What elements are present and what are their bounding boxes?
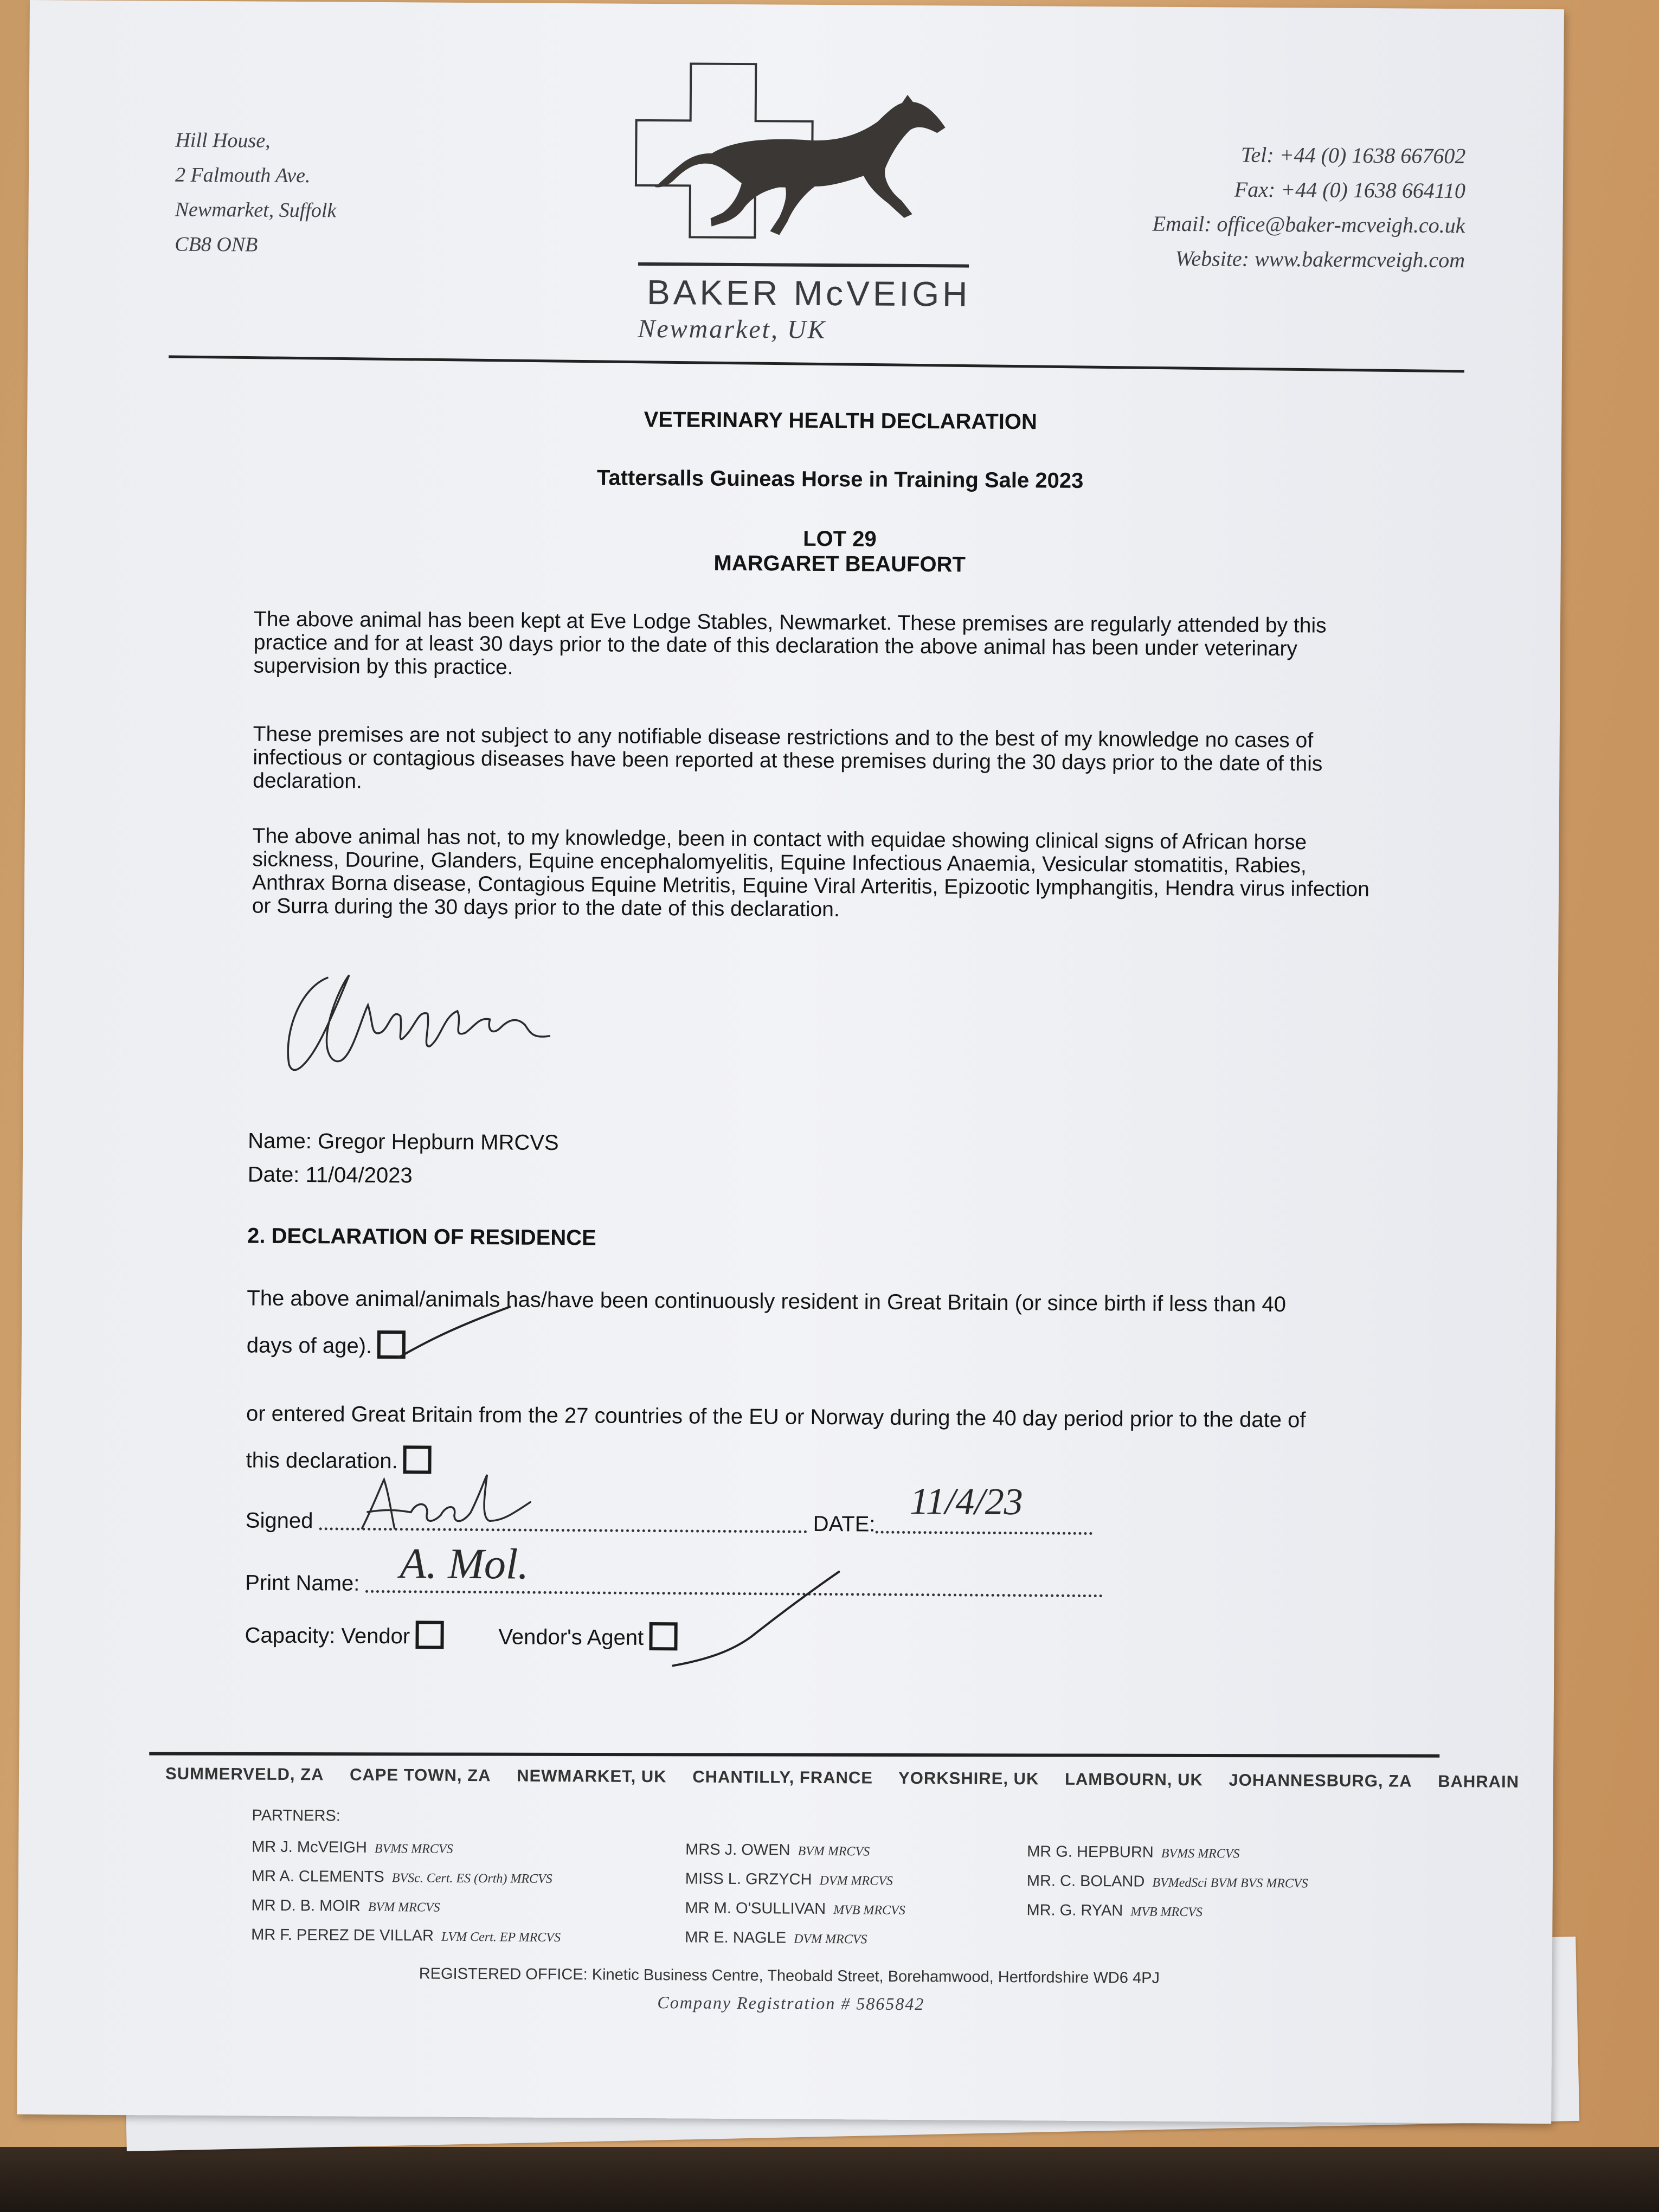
office-locations	[165, 1764, 1540, 1792]
partner-qualification: MVB MRCVS	[833, 1903, 905, 1918]
partner-qualification: BVSc. Cert. ES (Orth) MRCVS	[391, 1871, 552, 1886]
date-handwritten: 11/4/23	[909, 1480, 1024, 1523]
address-block	[175, 123, 337, 263]
vet-name: Name: Gregor Hepburn MRCVS	[248, 1129, 559, 1155]
sale-name: Tattersalls Guineas Horse in Training Sale 2023	[596, 466, 1084, 493]
partner-entry	[251, 1921, 561, 1952]
brand-location: Newmarket, UK	[638, 314, 827, 344]
partner-qualification: BVM MRCVS	[798, 1844, 870, 1859]
address-line: CB8 ONB	[175, 233, 258, 256]
date-label: DATE:	[813, 1512, 876, 1536]
residence-line-1: The above animal/animals has/have been continuously resident in Great Britain (or since birth if less than 40	[247, 1286, 1287, 1317]
horse-cross-logo-icon	[630, 58, 1000, 266]
partner-entry	[252, 1833, 561, 1864]
declaration-date: Date: 11/04/2023	[247, 1162, 413, 1188]
residence-line-2b-text: this declaration.	[246, 1448, 398, 1474]
partner-qualification: LVM Cert. EP MRCVS	[441, 1930, 561, 1945]
partner-qualification: BVMS MRCVS	[374, 1841, 453, 1856]
partners-column-1	[251, 1833, 561, 1952]
print-name-handwritten: A. Mol.	[400, 1540, 529, 1589]
office-item: YORKSHIRE, UK	[898, 1768, 1039, 1789]
paragraph-restrictions: These premises are not subject to any notifiable disease restrictions and to the best of my knowledge no cases of infectious or contagious diseases have been reported at these premises during the 30 days prior to the date of this declaration.	[253, 722, 1323, 793]
office-item: CHANTILLY, FRANCE	[692, 1767, 873, 1787]
office-item: BAHRAIN	[1438, 1771, 1520, 1791]
office-item: JOHANNESBURG, ZA	[1229, 1770, 1412, 1791]
partner-name: MR D. B. MOIR	[251, 1896, 361, 1915]
partners-column-3	[1026, 1837, 1308, 1927]
partner-qualification: BVMS MRCVS	[1161, 1846, 1240, 1861]
contact-email: Email: office@baker-mcveigh.co.uk	[1152, 211, 1465, 238]
partner-entry	[685, 1864, 906, 1895]
partner-name: MR M. O'SULLIVAN	[685, 1899, 826, 1918]
address-line: Newmarket, Suffolk	[175, 198, 337, 222]
capacity-row	[245, 1619, 677, 1650]
contact-website: Website: www.bakermcveigh.com	[1175, 246, 1465, 273]
document-page	[17, 0, 1564, 2124]
date-field[interactable]	[875, 1531, 1092, 1535]
partner-qualification: DVM MRCVS	[794, 1932, 867, 1947]
table-shadow	[0, 2147, 1659, 2212]
partner-name: MRS J. OWEN	[685, 1841, 790, 1859]
office-item: SUMMERVELD, ZA	[165, 1764, 324, 1784]
partner-name: MR. G. RYAN	[1026, 1901, 1123, 1920]
partner-entry	[1026, 1896, 1308, 1927]
tick-mark	[670, 1565, 844, 1675]
signed-label: Signed	[245, 1508, 313, 1533]
partner-name: MR F. PEREZ DE VILLAR	[251, 1926, 434, 1945]
partner-name: MR A. CLEMENTS	[251, 1867, 384, 1886]
header-divider	[169, 355, 1464, 372]
partner-entry	[685, 1894, 905, 1924]
company-registration: Company Registration # 5865842	[657, 1992, 925, 2014]
residence-heading: 2. DECLARATION OF RESIDENCE	[247, 1224, 596, 1250]
partner-qualification: BVMedSci BVM BVS MRCVS	[1152, 1875, 1308, 1891]
lot-number: LOT 29	[803, 526, 877, 551]
address-line: Hill House,	[175, 128, 271, 152]
partner-entry	[252, 1862, 561, 1893]
contact-tel: Tel: +44 (0) 1638 667602	[1240, 142, 1466, 169]
partners-column-2	[685, 1835, 906, 1953]
partner-name: MR G. HEPBURN	[1027, 1843, 1154, 1861]
paragraph-premises: The above animal has been kept at Eve Lodge Stables, Newmarket. These premises are regularly attended by this practice and for at least 30 days prior to the date of this declaration the above animal has been under veterinary supervision by this practice.	[253, 607, 1327, 679]
agent-signature	[351, 1469, 536, 1540]
vendor-checkbox[interactable]	[415, 1621, 443, 1649]
document-title: VETERINARY HEALTH DECLARATION	[644, 407, 1038, 434]
paragraph-contact: The above animal has not, to my knowledge, been in contact with equidae showing clinical signs of African horse sickness, Dourine, Glanders, Equine encephalomyelitis, Equine Infectious Anaemia, Vesicular stomatitis, Rabies, Anthrax Borna disease, Contagious Equine Metritis, Equine Viral Arteritis, Epizootic lymphangitis, Hendra virus infection or Surra during the 30 days prior to the date of this declaration.	[252, 824, 1369, 922]
lot-block	[298, 523, 1382, 580]
office-item: LAMBOURN, UK	[1064, 1769, 1203, 1790]
brand-name: BAKER McVEIGH	[646, 272, 971, 314]
residence-line-1b	[247, 1329, 406, 1359]
residence-line-1b-text: days of age).	[246, 1333, 372, 1358]
partner-name: MISS L. GRZYCH	[685, 1870, 812, 1888]
partner-qualification: DVM MRCVS	[819, 1873, 893, 1888]
registered-office: REGISTERED OFFICE: Kinetic Business Centre, Theobald Street, Borehamwood, Hertfordshire WD6 4PJ	[419, 1965, 1160, 1987]
office-item: NEWMARKET, UK	[517, 1766, 667, 1786]
capacity-label: Capacity: Vendor	[245, 1623, 410, 1649]
tick-mark	[396, 1303, 516, 1364]
partners-label: PARTNERS:	[252, 1806, 340, 1825]
partner-entry	[251, 1892, 561, 1922]
partner-entry	[1027, 1837, 1308, 1868]
partner-name: MR. C. BOLAND	[1026, 1872, 1145, 1891]
print-name-label: Print Name:	[245, 1571, 360, 1596]
partner-entry	[1027, 1867, 1308, 1898]
partner-name: MR E. NAGLE	[685, 1928, 787, 1947]
office-item: CAPE TOWN, ZA	[349, 1765, 491, 1785]
partner-qualification: MVB MRCVS	[1130, 1905, 1203, 1920]
partner-entry	[685, 1923, 905, 1953]
agent-label: Vendor's Agent	[498, 1625, 644, 1650]
residence-line-2: or entered Great Britain from the 27 countries of the EU or Norway during the 40 day period prior to the date of	[246, 1401, 1306, 1432]
footer-divider	[149, 1752, 1439, 1758]
contact-fax: Fax: +44 (0) 1638 664110	[1234, 177, 1466, 203]
partner-entry	[685, 1835, 906, 1866]
vet-signature	[278, 956, 583, 1093]
address-line: 2 Falmouth Ave.	[175, 163, 311, 188]
contact-block	[1152, 137, 1465, 278]
partner-qualification: BVM MRCVS	[368, 1900, 440, 1915]
horse-name: MARGARET BEAUFORT	[713, 551, 966, 577]
partner-name: MR J. McVEIGH	[252, 1838, 367, 1856]
